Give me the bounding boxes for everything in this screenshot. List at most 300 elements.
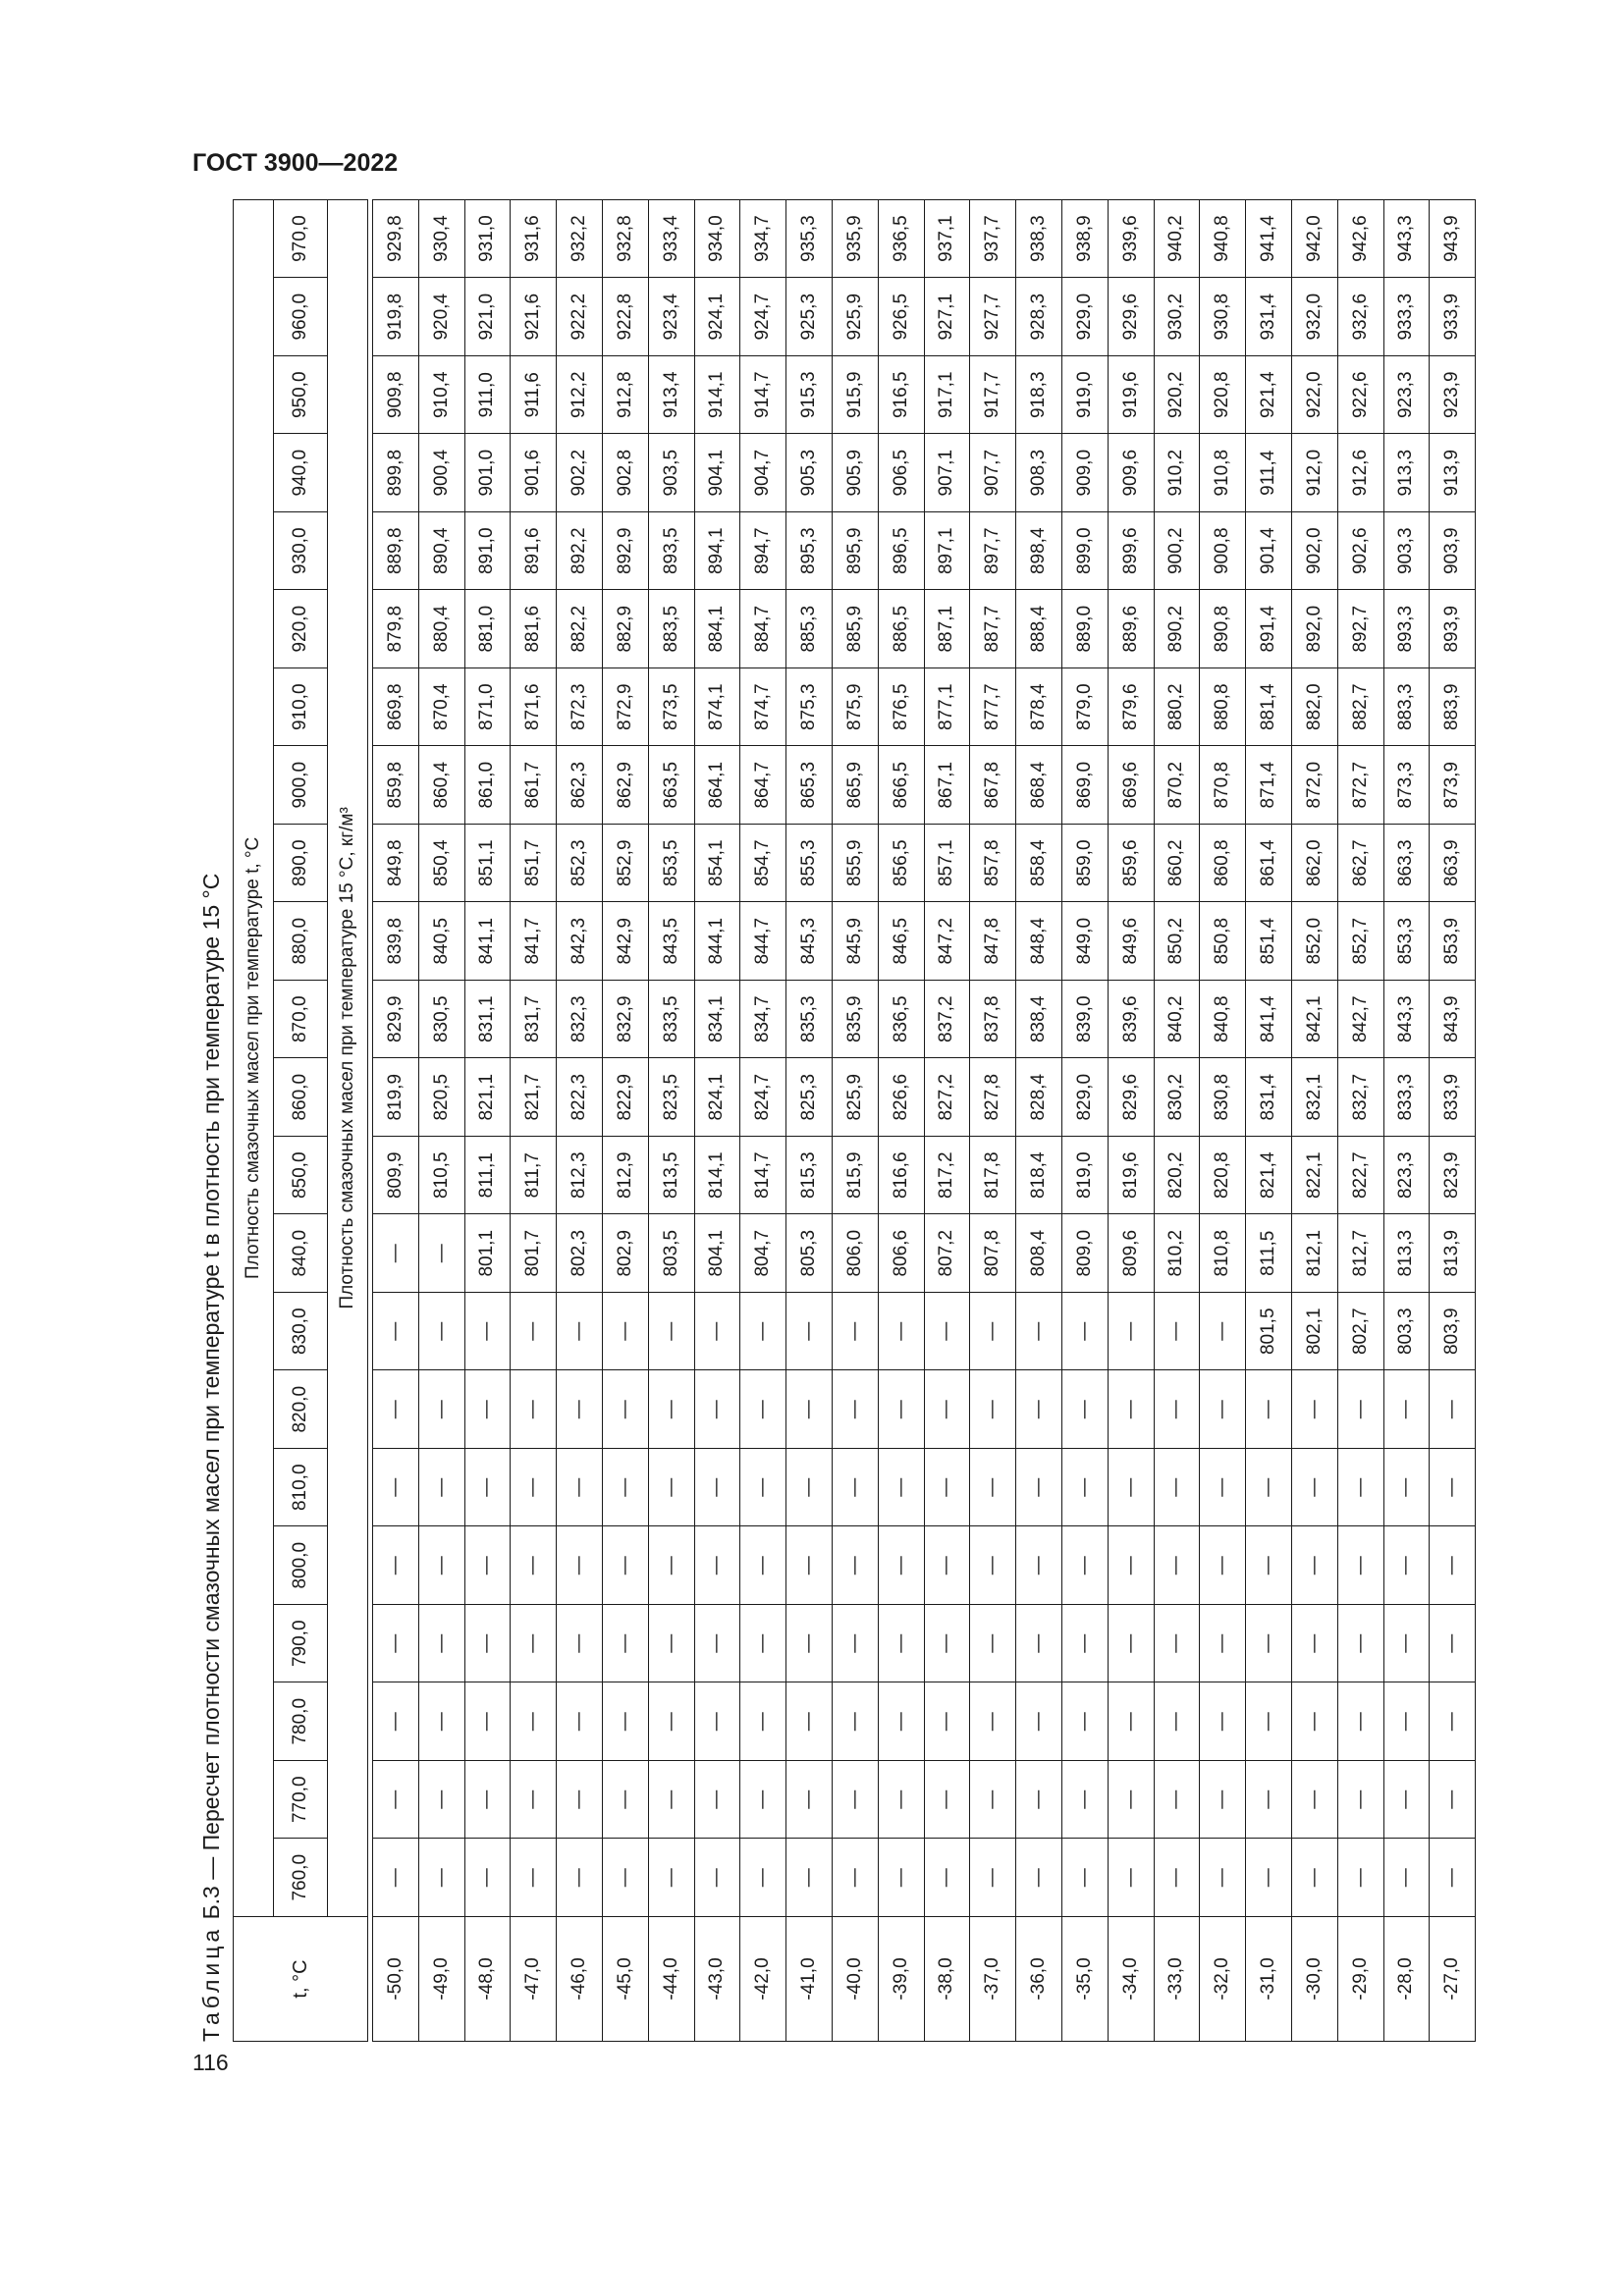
- density-cell: 892,7: [1337, 590, 1383, 668]
- density-cell: —: [740, 1682, 786, 1761]
- column-header: 930,0: [274, 512, 328, 591]
- density-cell: 892,9: [602, 512, 648, 591]
- row-temperature: -50,0: [373, 1917, 419, 2042]
- density-cell: —: [511, 1449, 557, 1527]
- density-cell: 811,5: [1246, 1214, 1292, 1293]
- density-cell: 812,7: [1337, 1214, 1383, 1293]
- density-cell: 872,7: [1337, 746, 1383, 825]
- density-cell: 843,9: [1430, 981, 1476, 1059]
- density-cell: 860,8: [1200, 825, 1246, 903]
- density-cell: 923,4: [648, 278, 694, 356]
- density-cell: —: [1016, 1293, 1062, 1371]
- density-cell: 900,2: [1154, 512, 1200, 591]
- density-cell: —: [1061, 1526, 1108, 1605]
- density-cell: 892,2: [557, 512, 603, 591]
- density-cell: —: [924, 1293, 970, 1371]
- density-cell: 912,6: [1337, 434, 1383, 512]
- density-cell: —: [1108, 1370, 1154, 1449]
- density-cell: —: [1108, 1293, 1154, 1371]
- density-cell: 873,9: [1430, 746, 1476, 825]
- density-cell: 898,4: [1016, 512, 1062, 591]
- density-cell: —: [740, 1370, 786, 1449]
- density-cell: 890,8: [1200, 590, 1246, 668]
- density-cell: 922,0: [1291, 356, 1337, 435]
- density-cell: —: [740, 1293, 786, 1371]
- density-table-wrapper: [233, 199, 1476, 2042]
- row-temperature: -40,0: [832, 1917, 878, 2042]
- density-cell: 861,7: [511, 746, 557, 825]
- density-cell: —: [1383, 1605, 1430, 1683]
- density-cell: —: [924, 1449, 970, 1527]
- density-cell: 897,7: [970, 512, 1016, 591]
- density-cell: 923,3: [1383, 356, 1430, 435]
- density-cell: 911,0: [464, 356, 511, 435]
- density-cell: 934,0: [694, 199, 740, 278]
- density-cell: —: [1337, 1682, 1383, 1761]
- density-cell: 933,3: [1383, 278, 1430, 356]
- density-cell: 922,2: [557, 278, 603, 356]
- density-cell: 802,9: [602, 1214, 648, 1293]
- density-cell: 823,3: [1383, 1137, 1430, 1215]
- density-cell: —: [418, 1526, 464, 1605]
- density-cell: 804,1: [694, 1214, 740, 1293]
- density-cell: —: [648, 1839, 694, 1917]
- density-cell: —: [970, 1682, 1016, 1761]
- density-cell: 882,2: [557, 590, 603, 668]
- density-cell: 916,5: [878, 356, 924, 435]
- density-cell: 890,2: [1154, 590, 1200, 668]
- table-caption: [191, 874, 231, 2042]
- density-cell: 862,0: [1291, 825, 1337, 903]
- row-temperature: -44,0: [648, 1917, 694, 2042]
- density-cell: —: [970, 1605, 1016, 1683]
- density-cell: 932,8: [602, 199, 648, 278]
- density-cell: —: [648, 1761, 694, 1840]
- density-cell: 900,8: [1200, 512, 1246, 591]
- density-cell: 899,6: [1108, 512, 1154, 591]
- density-cell: 840,2: [1154, 981, 1200, 1059]
- density-cell: —: [740, 1526, 786, 1605]
- row-temperature: -41,0: [786, 1917, 833, 2042]
- density-cell: 875,9: [832, 668, 878, 747]
- density-cell: —: [464, 1293, 511, 1371]
- density-cell: 889,8: [373, 512, 419, 591]
- density-cell: —: [373, 1605, 419, 1683]
- table-row: [511, 199, 557, 2041]
- column-header: 770,0: [274, 1761, 328, 1840]
- density-cell: 896,5: [878, 512, 924, 591]
- density-cell: —: [373, 1839, 419, 1917]
- density-cell: 872,3: [557, 668, 603, 747]
- density-cell: 814,1: [694, 1137, 740, 1215]
- density-cell: 921,4: [1246, 356, 1292, 435]
- density-cell: —: [924, 1682, 970, 1761]
- density-cell: —: [1016, 1370, 1062, 1449]
- density-cell: 929,6: [1108, 278, 1154, 356]
- density-cell: —: [786, 1761, 833, 1840]
- density-cell: 802,3: [557, 1214, 603, 1293]
- density-cell: 805,3: [786, 1214, 833, 1293]
- row-temperature: -38,0: [924, 1917, 970, 2042]
- density-cell: —: [418, 1761, 464, 1840]
- density-cell: 870,4: [418, 668, 464, 747]
- density-cell: —: [1154, 1605, 1200, 1683]
- density-cell: 930,8: [1200, 278, 1246, 356]
- row-temperature: -49,0: [418, 1917, 464, 2042]
- density-cell: —: [1337, 1449, 1383, 1527]
- density-cell: —: [602, 1293, 648, 1371]
- density-cell: 830,8: [1200, 1058, 1246, 1137]
- density-cell: 902,6: [1337, 512, 1383, 591]
- density-cell: —: [1061, 1839, 1108, 1917]
- column-header: 950,0: [274, 356, 328, 435]
- density-cell: 939,6: [1108, 199, 1154, 278]
- density-cell: —: [1016, 1605, 1062, 1683]
- density-cell: —: [557, 1370, 603, 1449]
- density-cell: 812,9: [602, 1137, 648, 1215]
- density-cell: —: [1016, 1761, 1062, 1840]
- density-cell: —: [418, 1293, 464, 1371]
- density-cell: 942,0: [1291, 199, 1337, 278]
- density-cell: 850,4: [418, 825, 464, 903]
- density-cell: —: [557, 1761, 603, 1840]
- density-cell: 816,6: [878, 1137, 924, 1215]
- density-cell: 862,7: [1337, 825, 1383, 903]
- density-cell: 932,2: [557, 199, 603, 278]
- density-cell: 827,2: [924, 1058, 970, 1137]
- density-cell: 809,9: [373, 1137, 419, 1215]
- density-cell: 874,7: [740, 668, 786, 747]
- density-cell: 831,4: [1246, 1058, 1292, 1137]
- density-cell: 903,3: [1383, 512, 1430, 591]
- density-cell: 909,6: [1108, 434, 1154, 512]
- density-cell: —: [1061, 1605, 1108, 1683]
- group-header: Плотность смазочных масел при температуре t, °С: [234, 199, 274, 1916]
- column-header: 860,0: [274, 1058, 328, 1137]
- row-temperature: -46,0: [557, 1917, 603, 2042]
- density-table: [233, 199, 1476, 2042]
- density-cell: —: [1337, 1761, 1383, 1840]
- density-cell: —: [694, 1526, 740, 1605]
- density-cell: 902,8: [602, 434, 648, 512]
- density-cell: 803,5: [648, 1214, 694, 1293]
- density-cell: 864,1: [694, 746, 740, 825]
- density-cell: 918,3: [1016, 356, 1062, 435]
- density-cell: 914,7: [740, 356, 786, 435]
- density-cell: 915,3: [786, 356, 833, 435]
- density-cell: —: [1246, 1605, 1292, 1683]
- density-cell: —: [1291, 1682, 1337, 1761]
- density-cell: 854,1: [694, 825, 740, 903]
- density-cell: 811,1: [464, 1137, 511, 1215]
- density-cell: —: [1383, 1682, 1430, 1761]
- density-cell: —: [1246, 1370, 1292, 1449]
- row-temperature: -48,0: [464, 1917, 511, 2042]
- density-cell: 801,1: [464, 1214, 511, 1293]
- density-cell: —: [1154, 1526, 1200, 1605]
- density-cell: 842,7: [1337, 981, 1383, 1059]
- density-cell: —: [970, 1449, 1016, 1527]
- density-cell: 909,0: [1061, 434, 1108, 512]
- density-cell: 911,6: [511, 356, 557, 435]
- density-cell: 920,8: [1200, 356, 1246, 435]
- density-cell: 900,4: [418, 434, 464, 512]
- density-cell: —: [511, 1526, 557, 1605]
- density-cell: —: [832, 1370, 878, 1449]
- density-cell: 923,9: [1430, 356, 1476, 435]
- density-cell: 895,3: [786, 512, 833, 591]
- density-cell: —: [1337, 1526, 1383, 1605]
- density-cell: —: [1337, 1370, 1383, 1449]
- column-header: 800,0: [274, 1526, 328, 1605]
- density-cell: —: [1430, 1526, 1476, 1605]
- column-header: 810,0: [274, 1449, 328, 1527]
- density-cell: 922,6: [1337, 356, 1383, 435]
- density-cell: 913,9: [1430, 434, 1476, 512]
- density-cell: 871,6: [511, 668, 557, 747]
- density-cell: 833,3: [1383, 1058, 1430, 1137]
- density-cell: 852,0: [1291, 902, 1337, 981]
- density-cell: —: [1154, 1839, 1200, 1917]
- density-cell: 826,6: [878, 1058, 924, 1137]
- density-cell: 920,2: [1154, 356, 1200, 435]
- density-cell: —: [878, 1293, 924, 1371]
- density-cell: —: [373, 1214, 419, 1293]
- density-cell: 883,5: [648, 590, 694, 668]
- table-row: [1061, 199, 1108, 2041]
- density-cell: 895,9: [832, 512, 878, 591]
- density-cell: —: [1383, 1449, 1430, 1527]
- density-cell: 940,2: [1154, 199, 1200, 278]
- density-cell: —: [694, 1293, 740, 1371]
- table-row: [878, 199, 924, 2041]
- density-cell: 818,4: [1016, 1137, 1062, 1215]
- density-cell: 862,9: [602, 746, 648, 825]
- column-header: 890,0: [274, 825, 328, 903]
- density-cell: —: [970, 1761, 1016, 1840]
- density-cell: 892,0: [1291, 590, 1337, 668]
- density-cell: 867,1: [924, 746, 970, 825]
- density-cell: 852,7: [1337, 902, 1383, 981]
- density-cell: 858,4: [1016, 825, 1062, 903]
- density-cell: 860,2: [1154, 825, 1200, 903]
- density-cell: 846,5: [878, 902, 924, 981]
- density-cell: —: [1016, 1839, 1062, 1917]
- density-cell: —: [1061, 1761, 1108, 1840]
- density-cell: 842,3: [557, 902, 603, 981]
- density-cell: —: [602, 1761, 648, 1840]
- table-caption-text: Б.3 — Пересчет плотности смазочных масел при температуре t в плотность при температуре 15 °С: [198, 873, 224, 1926]
- density-cell: 823,5: [648, 1058, 694, 1137]
- density-cell: 914,1: [694, 356, 740, 435]
- density-cell: —: [1383, 1526, 1430, 1605]
- density-cell: 934,7: [740, 199, 786, 278]
- column-header: 910,0: [274, 668, 328, 747]
- density-cell: —: [1246, 1839, 1292, 1917]
- density-cell: 828,4: [1016, 1058, 1062, 1137]
- density-cell: 821,1: [464, 1058, 511, 1137]
- density-cell: 812,1: [1291, 1214, 1337, 1293]
- density-cell: —: [1291, 1526, 1337, 1605]
- density-cell: —: [694, 1682, 740, 1761]
- density-cell: 917,1: [924, 356, 970, 435]
- density-cell: 875,3: [786, 668, 833, 747]
- density-cell: 931,6: [511, 199, 557, 278]
- density-cell: 928,3: [1016, 278, 1062, 356]
- density-cell: 813,5: [648, 1137, 694, 1215]
- density-cell: —: [786, 1682, 833, 1761]
- density-cell: —: [1291, 1449, 1337, 1527]
- density-cell: —: [832, 1449, 878, 1527]
- density-cell: 906,5: [878, 434, 924, 512]
- header-row-group: [234, 199, 274, 2041]
- density-cell: 888,4: [1016, 590, 1062, 668]
- column-header: 970,0: [274, 199, 328, 278]
- density-cell: —: [373, 1449, 419, 1527]
- table-row: [694, 199, 740, 2041]
- density-cell: 856,5: [878, 825, 924, 903]
- density-cell: 853,5: [648, 825, 694, 903]
- row-temperature: -34,0: [1108, 1917, 1154, 2042]
- density-cell: 871,4: [1246, 746, 1292, 825]
- density-cell: 829,9: [373, 981, 419, 1059]
- density-cell: —: [1246, 1761, 1292, 1840]
- density-cell: 907,1: [924, 434, 970, 512]
- density-cell: 930,2: [1154, 278, 1200, 356]
- density-cell: 804,7: [740, 1214, 786, 1293]
- column-header: 820,0: [274, 1370, 328, 1449]
- density-cell: 921,6: [511, 278, 557, 356]
- density-cell: —: [832, 1526, 878, 1605]
- column-header: 880,0: [274, 902, 328, 981]
- column-header: 760,0: [274, 1839, 328, 1917]
- density-cell: 820,5: [418, 1058, 464, 1137]
- density-cell: 863,5: [648, 746, 694, 825]
- density-cell: —: [648, 1526, 694, 1605]
- density-cell: —: [1200, 1682, 1246, 1761]
- density-cell: 897,1: [924, 512, 970, 591]
- density-cell: —: [1154, 1761, 1200, 1840]
- density-cell: 815,3: [786, 1137, 833, 1215]
- density-cell: —: [464, 1839, 511, 1917]
- density-cell: 936,5: [878, 199, 924, 278]
- density-cell: 893,5: [648, 512, 694, 591]
- row-temperature: -29,0: [1337, 1917, 1383, 2042]
- density-cell: 933,4: [648, 199, 694, 278]
- density-cell: —: [1016, 1449, 1062, 1527]
- row-temperature: -45,0: [602, 1917, 648, 2042]
- density-cell: —: [1154, 1449, 1200, 1527]
- density-cell: —: [1291, 1761, 1337, 1840]
- density-cell: 933,9: [1430, 278, 1476, 356]
- density-cell: 882,0: [1291, 668, 1337, 747]
- density-cell: —: [557, 1682, 603, 1761]
- density-cell: —: [373, 1761, 419, 1840]
- density-cell: 942,6: [1337, 199, 1383, 278]
- table-row: [970, 199, 1016, 2041]
- density-cell: 841,4: [1246, 981, 1292, 1059]
- density-cell: 874,1: [694, 668, 740, 747]
- header-row-unit: [328, 199, 368, 2041]
- density-cell: 845,3: [786, 902, 833, 981]
- density-cell: 912,2: [557, 356, 603, 435]
- density-cell: 838,4: [1016, 981, 1062, 1059]
- density-cell: 920,4: [418, 278, 464, 356]
- density-cell: 883,3: [1383, 668, 1430, 747]
- density-cell: 901,4: [1246, 512, 1292, 591]
- density-cell: 919,0: [1061, 356, 1108, 435]
- density-cell: 937,7: [970, 199, 1016, 278]
- density-cell: 812,3: [557, 1137, 603, 1215]
- density-cell: 924,1: [694, 278, 740, 356]
- row-header-t: t, °С: [234, 1917, 368, 2042]
- density-cell: 803,9: [1430, 1293, 1476, 1371]
- density-cell: 899,0: [1061, 512, 1108, 591]
- density-cell: 932,6: [1337, 278, 1383, 356]
- density-cell: 860,4: [418, 746, 464, 825]
- density-cell: 801,7: [511, 1214, 557, 1293]
- density-cell: —: [373, 1526, 419, 1605]
- density-cell: 890,4: [418, 512, 464, 591]
- table-row: [464, 199, 511, 2041]
- density-cell: 913,4: [648, 356, 694, 435]
- density-cell: —: [1246, 1526, 1292, 1605]
- density-cell: —: [511, 1839, 557, 1917]
- density-cell: 864,7: [740, 746, 786, 825]
- density-cell: —: [878, 1526, 924, 1605]
- density-cell: —: [1246, 1682, 1292, 1761]
- density-cell: 807,8: [970, 1214, 1016, 1293]
- density-cell: —: [1061, 1293, 1108, 1371]
- table-row: [1337, 199, 1383, 2041]
- density-cell: 894,7: [740, 512, 786, 591]
- density-cell: 847,2: [924, 902, 970, 981]
- density-cell: 825,3: [786, 1058, 833, 1137]
- density-cell: 919,8: [373, 278, 419, 356]
- table-row: [740, 199, 786, 2041]
- density-cell: 833,9: [1430, 1058, 1476, 1137]
- table-row: [1108, 199, 1154, 2041]
- density-cell: 925,3: [786, 278, 833, 356]
- density-cell: 807,2: [924, 1214, 970, 1293]
- density-cell: 834,1: [694, 981, 740, 1059]
- density-cell: 880,4: [418, 590, 464, 668]
- density-cell: 899,8: [373, 434, 419, 512]
- density-cell: 912,8: [602, 356, 648, 435]
- density-cell: 884,7: [740, 590, 786, 668]
- density-cell: 835,3: [786, 981, 833, 1059]
- density-cell: 929,8: [373, 199, 419, 278]
- density-cell: 924,7: [740, 278, 786, 356]
- density-cell: 878,4: [1016, 668, 1062, 747]
- density-cell: 891,4: [1246, 590, 1292, 668]
- density-cell: 904,1: [694, 434, 740, 512]
- density-cell: 879,0: [1061, 668, 1108, 747]
- density-cell: —: [557, 1605, 603, 1683]
- density-cell: 863,3: [1383, 825, 1430, 903]
- table-row: [786, 199, 833, 2041]
- density-cell: 829,6: [1108, 1058, 1154, 1137]
- density-cell: 810,2: [1154, 1214, 1200, 1293]
- density-cell: —: [1154, 1682, 1200, 1761]
- density-cell: —: [832, 1605, 878, 1683]
- density-cell: 832,9: [602, 981, 648, 1059]
- density-cell: 832,7: [1337, 1058, 1383, 1137]
- density-cell: 823,9: [1430, 1137, 1476, 1215]
- density-cell: 809,6: [1108, 1214, 1154, 1293]
- density-cell: 880,8: [1200, 668, 1246, 747]
- density-cell: —: [648, 1682, 694, 1761]
